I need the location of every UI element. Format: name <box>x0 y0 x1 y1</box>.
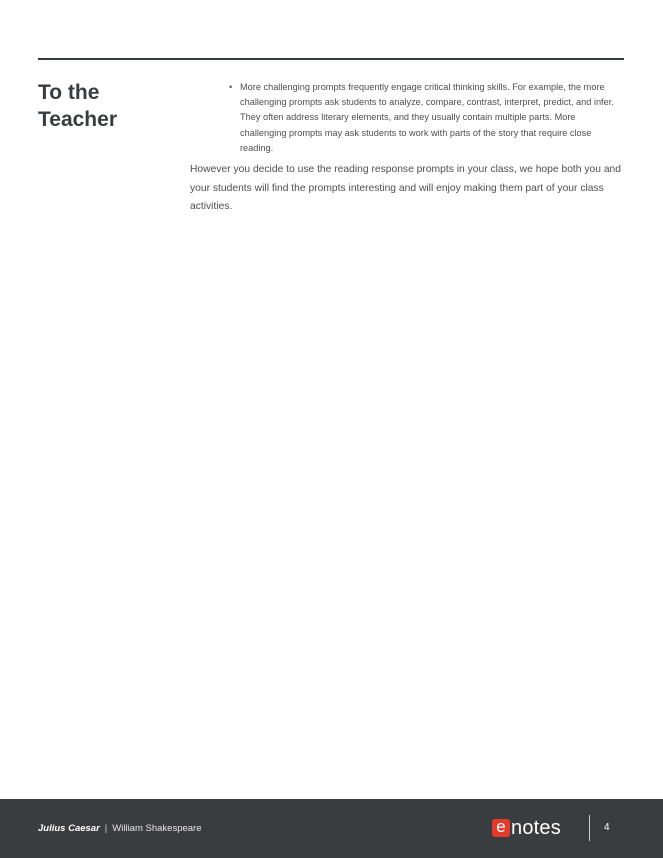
enotes-logo <box>492 817 561 839</box>
footer-separator: | <box>104 823 108 834</box>
closing-paragraph: However you decide to use the reading response prompts in your class, we hope both you and your students will find the prompts interesting and will enjoy making them part of your class activities. <box>190 164 622 212</box>
book-author: William Shakespeare <box>112 823 202 834</box>
bullet-icon: • <box>229 82 233 92</box>
prompt-bullet-list <box>229 80 624 156</box>
section-title-line-2: Teacher <box>38 108 117 131</box>
logo-e-mark: e <box>492 819 510 837</box>
list-item <box>229 80 624 156</box>
page-number: 4 <box>604 822 610 833</box>
section-title <box>38 79 178 133</box>
section-title-line-1: To the <box>38 81 100 104</box>
logo-wordmark: notes <box>511 817 561 839</box>
bullet-text: More challenging prompts frequently engage critical thinking skills. For example, the more challenging prompts ask students to analyze, compare, contrast, interpret, predict, and infer. They often address literary elements, and they usually contain multiple parts. More challenging prompts may ask students to work with parts of the story that require close reading. <box>240 82 614 153</box>
top-divider <box>38 58 624 60</box>
footer-book-info <box>38 823 202 834</box>
footer-divider <box>589 815 590 841</box>
book-title: Julius Caesar <box>38 823 100 834</box>
page-footer <box>0 799 663 858</box>
